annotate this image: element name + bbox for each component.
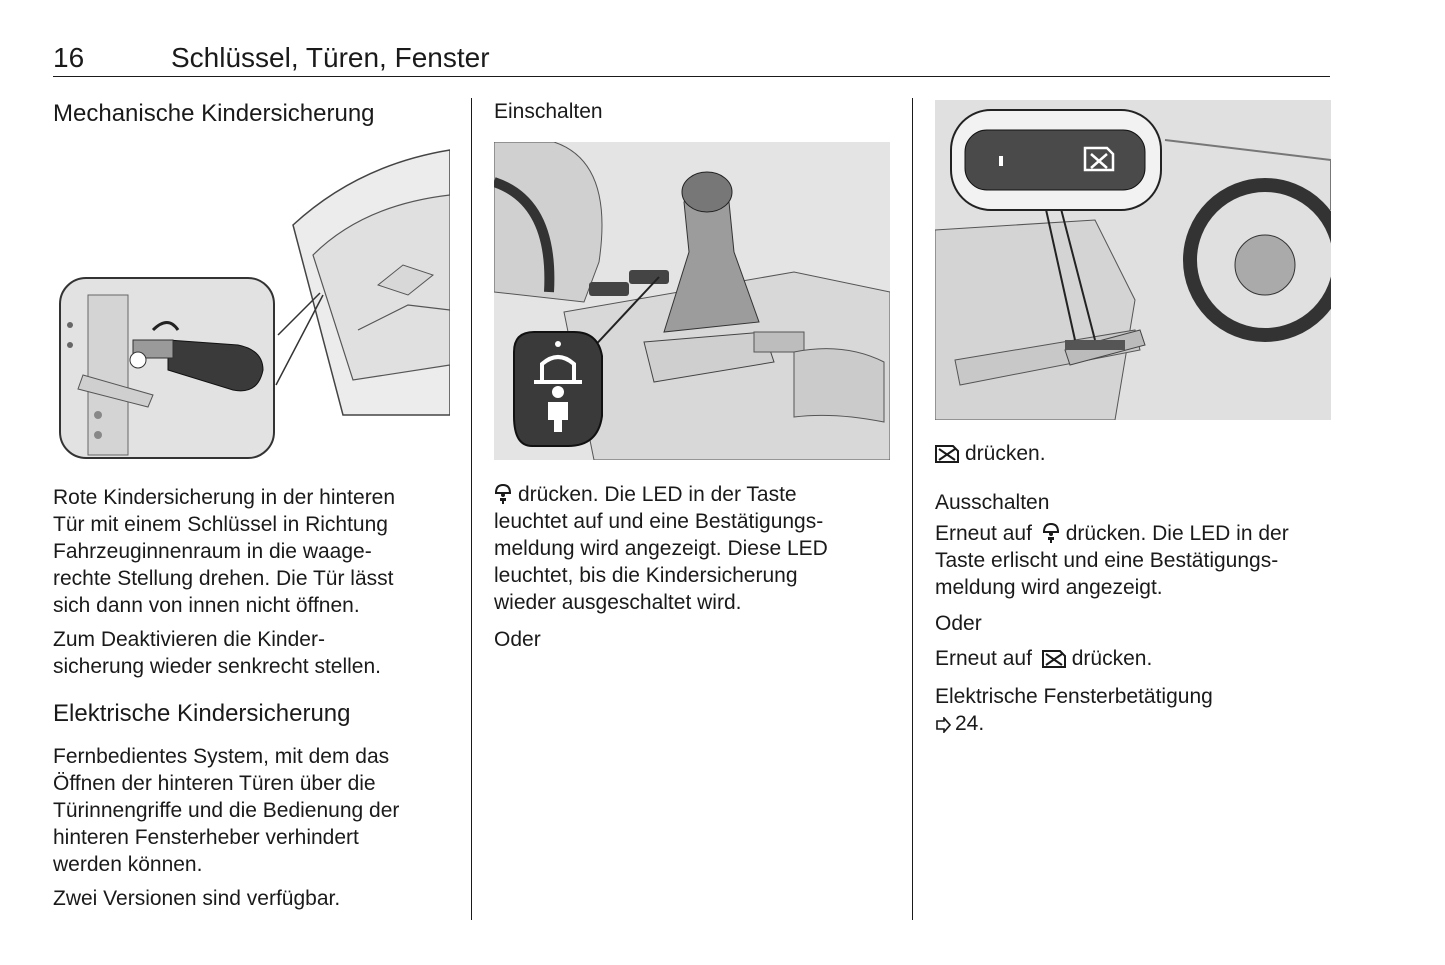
figure-mechanical-lock (58, 145, 450, 460)
page-ref-arrow-icon (935, 717, 951, 733)
paragraph-switch-on (494, 481, 894, 616)
figure-door-panel (935, 100, 1331, 420)
paragraph-mech-1 (53, 484, 453, 619)
page-number: 16 (53, 42, 85, 73)
text-line: werden können. (53, 853, 203, 876)
window-lock-icon (935, 443, 959, 463)
text-line (935, 520, 1335, 547)
text-line: hinteren Fensterheber verhindert (53, 826, 359, 849)
child-lock-icon (494, 484, 512, 504)
heading-electric-child-lock: Elektrische Kindersicherung (53, 700, 351, 727)
text-span: Erneut auf (935, 647, 1032, 670)
text-line: rechte Stellung drehen. Die Tür lässt (53, 567, 394, 590)
paragraph-press-again (935, 645, 1335, 672)
text-line: Fahrzeuginnenraum in die waage- (53, 540, 372, 563)
text-line: leuchtet, bis die Kindersicherung (494, 564, 798, 587)
text-line: meldung wird angezeigt. (935, 576, 1163, 599)
text-line (494, 481, 894, 508)
paragraph-elec-1 (53, 743, 453, 878)
text-line: sicherung wieder senkrecht stellen. (53, 655, 382, 678)
text-line: leuchtet auf und eine Bestätigungs- (494, 510, 824, 533)
page-ref[interactable] (935, 710, 1335, 737)
text-span: drücken. Die LED in der Taste (518, 483, 797, 506)
paragraph-versions: Zwei Versionen sind verfügbar. (53, 887, 341, 910)
text-line: Elektrische Fensterbetätigung (935, 685, 1213, 708)
heading-switch-on: Einschalten (494, 100, 603, 123)
paragraph-mech-2 (53, 626, 453, 680)
text-line: Türinnengriffe und die Bedienung der (53, 799, 400, 822)
text-line: Tür mit einem Schlüssel in Richtung (53, 513, 388, 536)
text-line: Fernbedientes System, mit dem das (53, 745, 390, 768)
figure-center-console (494, 142, 890, 460)
window-lock-icon (1042, 648, 1066, 668)
text-line: Taste erlischt und eine Bestätigungs- (935, 549, 1279, 572)
heading-mechanical-child-lock: Mechanische Kindersicherung (53, 100, 375, 127)
page-title: Schlüssel, Türen, Fenster (171, 42, 490, 73)
paragraph-press (935, 440, 1335, 467)
heading-switch-off: Ausschalten (935, 491, 1050, 514)
paragraph-or-2: Oder (935, 612, 982, 635)
text-span: drücken. Die LED in der (1065, 522, 1289, 545)
text-span: drücken. (1071, 647, 1153, 670)
paragraph-or: Oder (494, 628, 541, 651)
page-header (53, 40, 1330, 77)
text-span: Erneut auf (935, 522, 1032, 545)
paragraph-cross-ref (935, 683, 1335, 737)
child-lock-icon (1042, 523, 1060, 543)
column-divider-1 (471, 98, 472, 920)
page-ref-number: 24. (955, 712, 985, 735)
text-line: sich dann von innen nicht öffnen. (53, 594, 360, 617)
text-span: drücken. (965, 442, 1046, 465)
text-line: wieder ausgeschaltet wird. (494, 591, 742, 614)
text-line: meldung wird angezeigt. Diese LED (494, 537, 828, 560)
column-divider-2 (912, 98, 913, 920)
text-line: Zum Deaktivieren die Kinder- (53, 628, 325, 651)
paragraph-switch-off (935, 520, 1335, 601)
text-line: Öffnen der hinteren Türen über die (53, 772, 376, 795)
text-line: Rote Kindersicherung in der hinteren (53, 486, 396, 509)
